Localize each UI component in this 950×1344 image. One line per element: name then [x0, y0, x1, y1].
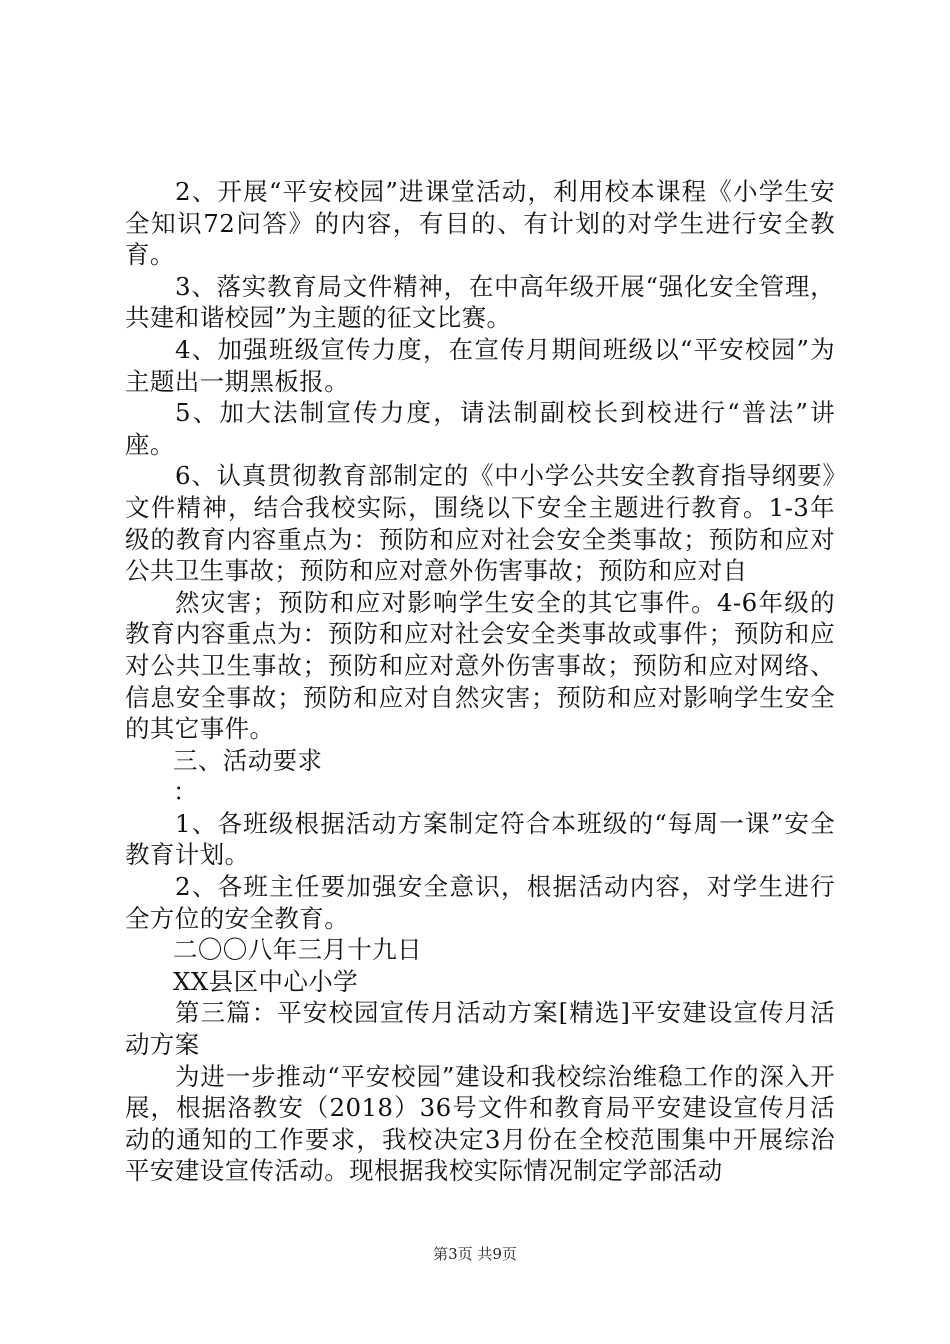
section-heading: 三、活动要求 [173, 745, 323, 775]
paragraph-item-4: 4、加强班级宣传力度，在宣传月期间班级以“平安校园”为主题出一期黑板报。 [125, 334, 835, 396]
paragraph-continuation: 然灾害；预防和应对影响学生安全的其它事件。4-6年级的教育内容重点为：预防和应对社会安全类事故或事件；预防和应对公共卫生事故；预防和应对意外伤害事故；预防和应对网络、信息安全事故；预防和应对自然灾害；预防和应对影响学生安全的其它事件。 [125, 587, 835, 744]
requirement-item-2: 2、各班主任要加强安全意识，根据活动内容，对学生进行全方位的安全教育。 [125, 872, 835, 933]
document-date: 二〇〇八年三月十九日 [173, 935, 422, 965]
intro-paragraph: 为进一步推动“平安校园”建设和我校综治维稳工作的深入开展，根据洛教安（2018）36号文件和教育局平安建设宣传月活动的通知的工作要求，我校决定3月份在全校范围集中开展综治平安建设宣传活动。现根据我校实际情况制定学部活动 [125, 1061, 835, 1186]
document-signature: XX县区中心小学 [173, 966, 359, 996]
requirement-item-1: 1、各班级根据活动方案制定符合本班级的“每周一课”安全教育计划。 [125, 808, 835, 870]
paragraph-item-2: 2、开展“平安校园”进课堂活动，利用校本课程《小学生安全知识72问答》的内容，有目的、有计划的对学生进行安全教育。 [125, 177, 835, 270]
page-footer: 第3页 共9页 [433, 1245, 517, 1263]
paragraph-item-3: 3、落实教育局文件精神，在中高年级开展“强化安全管理，共建和谐校园”为主题的征文比赛。 [125, 271, 835, 333]
chapter-title: 第三篇：平安校园宣传月活动方案[精选]平安建设宣传月活动方案 [125, 998, 835, 1060]
paragraph-item-5: 5、加大法制宣传力度，请法制副校长到校进行“普法”讲座。 [125, 398, 835, 459]
stray-colon: ： [173, 777, 198, 807]
paragraph-item-6: 6、认真贯彻教育部制定的《中小学公共安全教育指导纲要》文件精神，结合我校实际，围绕以下安全主题进行教育。1-3年级的教育内容重点为：预防和应对社会安全类事故；预防和应对公共卫生事故；预防和应对意外伤害事故；预防和应对自 [125, 461, 835, 586]
document-body [125, 176, 835, 1187]
